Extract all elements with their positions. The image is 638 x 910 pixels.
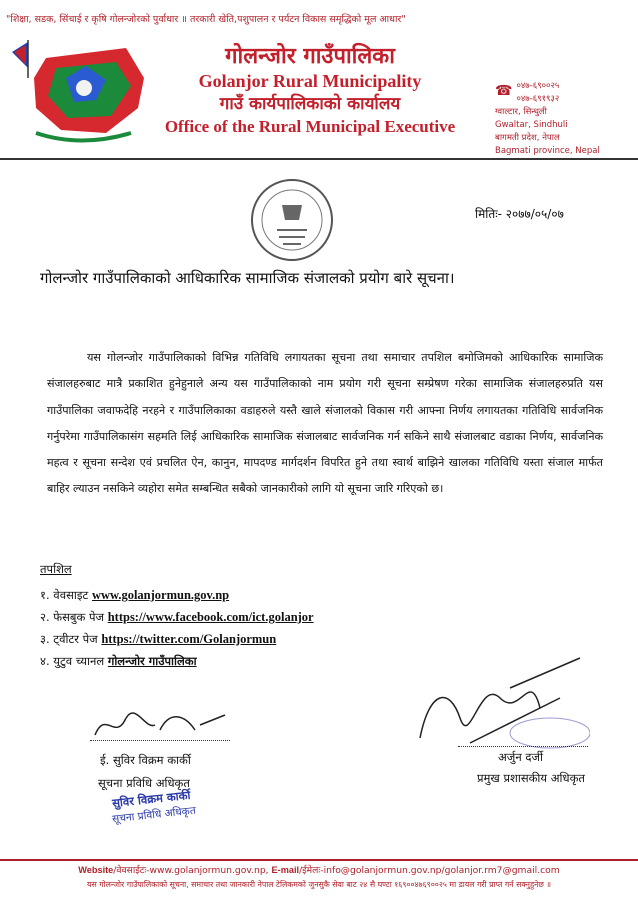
notice-body-paragraph: यस गोलन्जोर गाउँपालिकाको विभिन्न गतिविधि लगायतका सूचना तथा समाचार तपशिल बमोजिमको आधिकारिक सामाजिक संजालहरुबाट मात्रै प्रकाशित हुनेहुनाले अन्य यस गाउँपालिकाको नाम प्रयोग गरी सूचना सम्प्रेषण गरेका सामाजिक संजालहरुप्रति यस गाउँपालिका जवाफदेहि नरहने र गाउँपालिकाका वडाहरुले यस्तै खाले संजालको विकास गरी आफ्ना निर्णय लगायतका गतिविधि सार्वजनिक गर्नुपरेमा गाउँपालिकासंग सहमति लिई आधिकारिक सामाजिक संजालबाट सार्वजनिक गर्न सकिने साथै संजालबाट वडाका निर्णय, सार्वजनिक महत्व र सूचना सन्देश एवं प्रचलित ऐन, कानुन, मापदण्ड मार्गदर्शन विपरित हुने तथा स्वार्थ बाझिने खालका गतिविधि यस्ता संजाल मार्फत बाहिर ल्याउन नसकिने व्यहोरा समेत सम्बन्धित सबैको जानकारीको लागि यो सूचना जारि गरिएको छ। <box>47 351 603 496</box>
office-seal-icon <box>247 175 337 265</box>
province-english: Bagmati province, Nepal <box>495 146 600 156</box>
address-nepali: ग्वाल्टार, सिन्धुली <box>495 107 547 117</box>
footer-divider <box>0 859 638 861</box>
list-item <box>40 650 314 672</box>
list-item-label: फेसबुक पेज <box>53 610 105 624</box>
contact-block <box>495 80 635 158</box>
notice-subject: गोलन्जोर गाउँपालिकाको आधिकारिक सामाजिक संजालको प्रयोग बारे सूचना। <box>40 269 455 287</box>
letterhead-title-block <box>150 44 470 138</box>
list-item-number: २. <box>40 610 50 624</box>
left-signature-icon <box>75 700 245 760</box>
list-item-label: युटुव च्यानल <box>53 654 105 668</box>
list-item-label: वेवसाइट <box>53 588 89 602</box>
left-signatory-title: सूचना प्रविधि अधिकृत <box>98 776 190 790</box>
footer-note: यस गोलन्जोर गाउँपालिकाको सूचना, समाचार तथा जानकारी नेपाल टेलिकमको जुनसुकै सेवा बाट २४ सै घण्टा १६९००४७६९००२५ मा डायल गरी प्राप्त गर्न सक्नुहुनेछ ॥ <box>86 880 552 889</box>
website-link[interactable]: www.golanjormun.gov.np <box>91 588 230 602</box>
header-divider <box>0 158 638 160</box>
left-stamp-title: सूचना प्रविधि अधिकृत <box>111 804 197 826</box>
footer-email-label: E-mail <box>271 865 300 875</box>
municipality-name-nepali: गोलन्जोर गाउँपालिका <box>225 44 395 69</box>
phone-number-1: ०४७-६९००२५ <box>516 81 560 91</box>
notice-body <box>47 345 603 503</box>
footer-email[interactable]: /ईमेलः-info@golanjormun.gov.np/golanjor.rm7@gmail.com <box>299 865 560 876</box>
list-item-number: ४. <box>40 654 50 668</box>
twitter-link[interactable]: https://twitter.com/Golanjormun <box>101 632 277 646</box>
address-english: Gwaltar, Sindhuli <box>495 120 568 130</box>
header-motto: "शिक्षा, सडक, सिंचाई र कृषि गोलन्जोरको पुर्वाधार ॥ तरकारी खेति,पशुपालन र पर्यटन विकास समृद्धिको मूल आधार" <box>6 14 406 25</box>
list-item <box>40 584 314 606</box>
right-signatory-title: प्रमुख प्रशासकीय अधिकृत <box>477 771 585 785</box>
facebook-link[interactable]: https://www.facebook.com/ict.golanjor <box>107 610 314 624</box>
left-signature-line <box>90 740 230 741</box>
left-stamp-name: सुविर विक्रम कार्की <box>111 787 192 811</box>
municipality-emblem-icon <box>6 38 156 148</box>
office-name-nepali: गाउँ कार्यपालिकाको कार्यालय <box>219 94 401 114</box>
footer-website[interactable]: /वेवसाईटः-www.golanjormun.gov.np, <box>113 865 269 876</box>
province-nepali: बागमती प्रदेश, नेपाल <box>495 133 560 143</box>
right-signature-line <box>458 746 588 747</box>
municipality-name-english: Golanjor Rural Municipality <box>198 71 422 91</box>
list-item-label: ट्वीटर पेज <box>53 632 98 646</box>
list-item <box>40 606 314 628</box>
right-signature-icon <box>410 648 590 758</box>
telephone-icon: ☎ <box>495 83 513 99</box>
footer-contact-line <box>0 863 638 876</box>
office-name-english: Office of the Rural Municipal Executive <box>164 117 456 136</box>
list-item <box>40 628 314 650</box>
document-date: मितिः- २०७७/०५/०७ <box>475 207 564 221</box>
left-signatory-name: ई. सुविर विक्रम कार्की <box>100 753 191 767</box>
list-item-number: ३. <box>40 632 50 646</box>
official-channels-list <box>40 584 314 672</box>
details-heading: तपशिल <box>40 562 72 576</box>
list-item-number: १. <box>40 588 50 602</box>
phone-number-2: ०४७-६९१९३२ <box>516 94 560 104</box>
right-signatory-name: अर्जुन दर्जी <box>498 750 543 764</box>
youtube-link[interactable]: गोलन्जोर गाउँपालिका <box>107 654 197 668</box>
footer-website-label: Website <box>78 865 114 875</box>
